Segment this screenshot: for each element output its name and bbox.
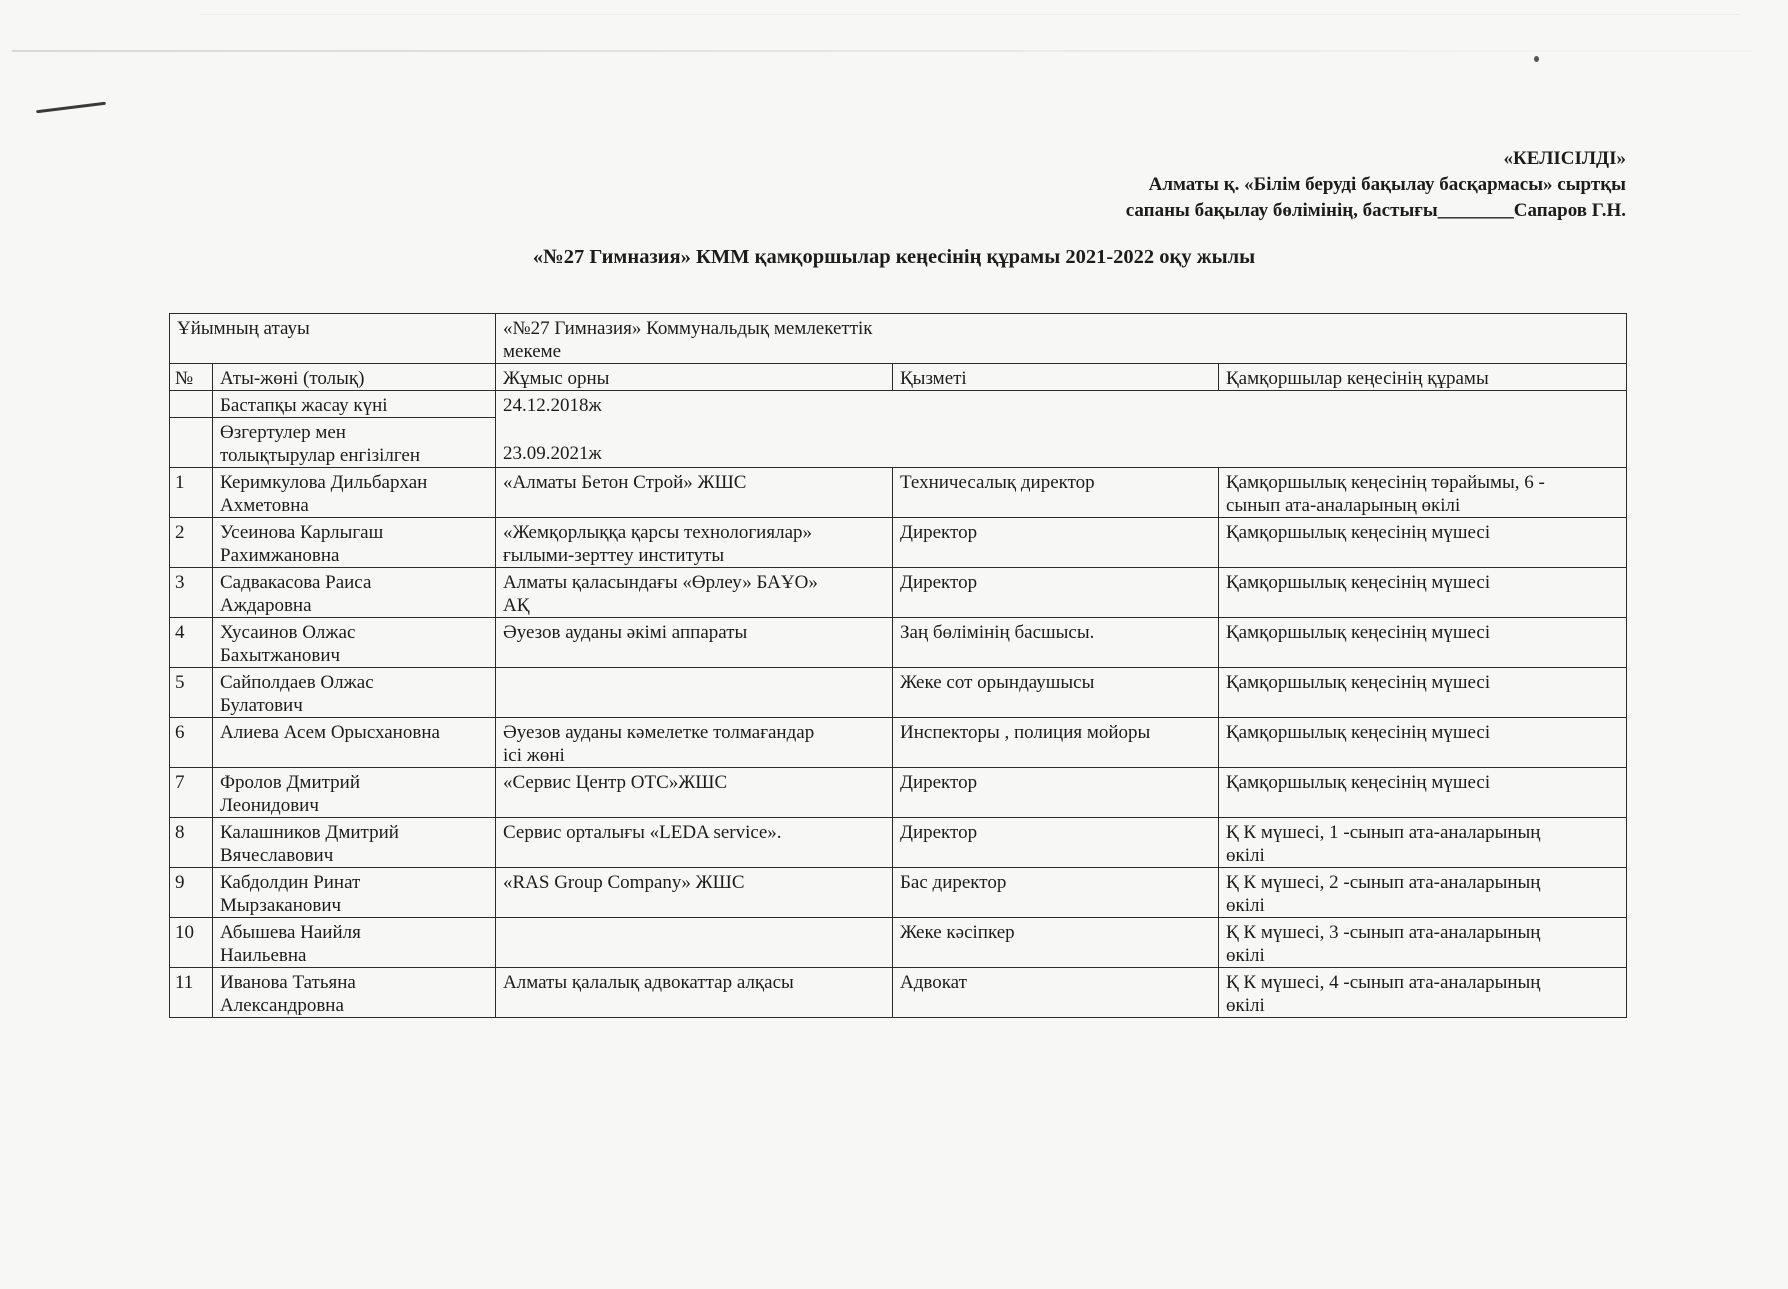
- cell-name: [213, 468, 496, 518]
- position-text: Техничесалық директор: [900, 472, 1095, 493]
- table-row: [170, 618, 1627, 668]
- member-name-line1: Садвакасова Раиса: [220, 572, 372, 593]
- member-name-line2: Аждаровна: [220, 595, 312, 616]
- workplace-line1: Әуезов ауданы кәмелетке толмағандар: [503, 722, 815, 743]
- cell-role: [1219, 918, 1627, 968]
- approval-block: [1126, 146, 1626, 224]
- position-text: Адвокат: [900, 972, 967, 993]
- cell-name: [213, 668, 496, 718]
- member-name-line1: Усеинова Карлыгаш: [220, 522, 384, 543]
- cell-position: [893, 668, 1219, 718]
- cell-work: [496, 568, 893, 618]
- cell-role: [1219, 568, 1627, 618]
- member-name-line1: Иванова Татьяна: [220, 972, 356, 993]
- role-line2: өкілі: [1226, 945, 1265, 966]
- workplace-line1: Сервис орталығы «LEDA service».: [503, 822, 782, 843]
- position-text: Директор: [900, 822, 978, 843]
- approval-signatory-name: Сапаров Г.Н.: [1513, 200, 1626, 221]
- workplace-line1: «Сервис Центр ОТС»ЖШС: [503, 772, 728, 793]
- cell-name: [213, 768, 496, 818]
- role-line1: Қамқоршылық кеңесінің мүшесі: [1226, 672, 1491, 693]
- row-num: 11: [175, 972, 194, 993]
- org-value-line1: «№27 Гимназия» Коммунальдық мемлекеттік: [503, 318, 873, 339]
- cell-position: [893, 768, 1219, 818]
- changes-date-value: 23.09.2021ж: [503, 443, 602, 464]
- cell-num: [170, 668, 213, 718]
- cell-work: [496, 968, 893, 1018]
- workplace-line2: ісі жөні: [503, 745, 565, 766]
- cell-num: [170, 968, 213, 1018]
- member-name-line2: Бахытжанович: [220, 645, 341, 666]
- workplace-line1: Алматы қалалық адвокаттар алқасы: [503, 972, 794, 993]
- table-row: [170, 768, 1627, 818]
- council-table: [169, 313, 1627, 1018]
- cell-work: [496, 618, 893, 668]
- member-name-line2: Наильевна: [220, 945, 307, 966]
- cell-work: [496, 718, 893, 768]
- cell-role: [1219, 668, 1627, 718]
- changes-date-num-cell: [170, 418, 213, 468]
- cell-name: [213, 518, 496, 568]
- position-text: Бас директор: [900, 872, 1007, 893]
- cell-work: [496, 518, 893, 568]
- row-num: 7: [175, 772, 185, 793]
- role-line1: Қ К мүшесі, 4 -сынып ата-аналарының: [1226, 972, 1541, 993]
- cell-work: [496, 918, 893, 968]
- cell-position: [893, 918, 1219, 968]
- role-line1: Қамқоршылық кеңесінің мүшесі: [1226, 722, 1491, 743]
- role-line1: Қ К мүшесі, 3 -сынып ата-аналарының: [1226, 922, 1541, 943]
- member-name-line1: Сайполдаев Олжас: [220, 672, 374, 693]
- changes-date-label: [213, 418, 496, 468]
- table-row: [170, 918, 1627, 968]
- cell-name: [213, 618, 496, 668]
- workplace-line1: Алматы қаласындағы «Өрлеу» БАҰО»: [503, 572, 818, 593]
- cell-role: [1219, 518, 1627, 568]
- role-line2: өкілі: [1226, 845, 1265, 866]
- row-num: 5: [175, 672, 185, 693]
- approval-heading: «КЕЛІСІЛДІ»: [1503, 148, 1626, 169]
- cell-position: [893, 818, 1219, 868]
- cell-work: [496, 768, 893, 818]
- workplace-line1: «Алматы Бетон Строй» ЖШС: [503, 472, 747, 493]
- workplace-line2: ғылыми-зерттеу институты: [503, 545, 725, 566]
- role-line1: Қамқоршылық кеңесінің төрайымы, 6 -: [1226, 472, 1545, 493]
- row-num: 4: [175, 622, 185, 643]
- ink-dot: [1534, 56, 1539, 62]
- start-date-value: 24.12.2018ж: [503, 395, 602, 416]
- header-row: [170, 364, 1627, 391]
- position-text: Жеке сот орындаушысы: [900, 672, 1095, 693]
- cell-position: [893, 468, 1219, 518]
- role-line1: Қамқоршылық кеңесінің мүшесі: [1226, 572, 1491, 593]
- cell-num: [170, 818, 213, 868]
- member-name-line1: Керимкулова Дильбархан: [220, 472, 428, 493]
- role-line2: өкілі: [1226, 895, 1265, 916]
- member-name-line1: Абышева Наийля: [220, 922, 361, 943]
- position-text: Инспекторы , полиция мойоры: [900, 722, 1151, 743]
- member-name-line1: Хусаинов Олжас: [220, 622, 356, 643]
- position-text: Заң бөлімінің басшысы.: [900, 622, 1095, 643]
- cell-work: [496, 668, 893, 718]
- cell-role: [1219, 968, 1627, 1018]
- cell-role: [1219, 868, 1627, 918]
- row-num: 9: [175, 872, 185, 893]
- workplace-line2: АҚ: [503, 595, 530, 616]
- cell-position: [893, 968, 1219, 1018]
- table-row: [170, 818, 1627, 868]
- approval-signatory: [1126, 198, 1626, 224]
- member-name-line2: Рахимжановна: [220, 545, 340, 566]
- approval-authority: Алматы қ. «Білім беруді бақылау басқармасы» сыртқы: [1148, 174, 1626, 195]
- scan-edge: [12, 50, 1752, 52]
- cell-position: [893, 868, 1219, 918]
- member-name-line2: Александровна: [220, 995, 344, 1016]
- member-name-line2: Булатович: [220, 695, 303, 716]
- table-row: [170, 668, 1627, 718]
- cell-num: [170, 918, 213, 968]
- table-row: [170, 868, 1627, 918]
- cell-name: [213, 918, 496, 968]
- start-date-num-cell: [170, 391, 213, 418]
- position-text: Директор: [900, 572, 978, 593]
- cell-position: [893, 718, 1219, 768]
- role-line1: Қамқоршылық кеңесінің мүшесі: [1226, 622, 1491, 643]
- cell-name: [213, 818, 496, 868]
- member-name-line1: Кабдолдин Ринат: [220, 872, 361, 893]
- member-name-line2: Мырзаканович: [220, 895, 342, 916]
- role-line1: Қ К мүшесі, 1 -сынып ата-аналарының: [1226, 822, 1541, 843]
- row-num: 8: [175, 822, 185, 843]
- cell-role: [1219, 618, 1627, 668]
- approval-signatory-title: сапаны бақылау бөлімінің, бастығы: [1125, 200, 1438, 221]
- document-title: «№27 Гимназия» КММ қамқоршылар кеңесінің құрамы 2021-2022 оқу жылы: [532, 246, 1256, 268]
- cell-num: [170, 718, 213, 768]
- row-num: 3: [175, 572, 185, 593]
- position-text: Директор: [900, 772, 978, 793]
- member-name-line2: Вячеславович: [220, 845, 334, 866]
- signature-blank: ________: [1437, 200, 1514, 221]
- cell-role: [1219, 768, 1627, 818]
- start-date-row: [170, 391, 1627, 418]
- member-name-line1: Калашников Дмитрий: [220, 822, 399, 843]
- start-date-label: Бастапқы жасау күні: [213, 391, 496, 418]
- cell-work: [496, 868, 893, 918]
- row-num: 6: [175, 722, 185, 743]
- header-role: Қамқоршылар кеңесінің құрамы: [1219, 364, 1627, 391]
- workplace-line1: «RAS Group Company» ЖШС: [503, 872, 745, 893]
- role-line2: өкілі: [1226, 995, 1265, 1016]
- cell-work: [496, 468, 893, 518]
- row-num: 1: [175, 472, 185, 493]
- org-value: [496, 314, 1627, 364]
- member-name-line2: Леонидович: [220, 795, 319, 816]
- role-line2: сынып ата-аналарының өкілі: [1226, 495, 1461, 516]
- header-name: Аты-жөні (толық): [213, 364, 496, 391]
- cell-position: [893, 618, 1219, 668]
- cell-work: [496, 818, 893, 868]
- table-row: [170, 968, 1627, 1018]
- member-name-line1: Фролов Дмитрий: [220, 772, 360, 793]
- table-row: [170, 718, 1627, 768]
- pen-mark: [36, 102, 106, 114]
- position-text: Жеке кәсіпкер: [900, 922, 1015, 943]
- member-name-line1: Алиева Асем Орысхановна: [220, 722, 440, 743]
- cell-name: [213, 718, 496, 768]
- cell-position: [893, 518, 1219, 568]
- cell-name: [213, 568, 496, 618]
- changes-label-line2: толықтырулар енгізілген: [220, 445, 421, 466]
- header-num: №: [170, 364, 213, 391]
- cell-position: [893, 568, 1219, 618]
- table-row: [170, 518, 1627, 568]
- changes-label-line1: Өзгертулер мен: [220, 422, 346, 443]
- role-line1: Қ К мүшесі, 2 -сынып ата-аналарының: [1226, 872, 1541, 893]
- cell-num: [170, 768, 213, 818]
- scan-edge-top: [200, 14, 1740, 15]
- header-position: Қызметі: [893, 364, 1219, 391]
- header-workplace: Жұмыс орны: [496, 364, 893, 391]
- row-num: 2: [175, 522, 185, 543]
- cell-num: [170, 518, 213, 568]
- cell-role: [1219, 468, 1627, 518]
- workplace-line1: «Жемқорлыққа қарсы технологиялар»: [503, 522, 813, 543]
- table-row: [170, 568, 1627, 618]
- member-name-line2: Ахметовна: [220, 495, 309, 516]
- cell-num: [170, 468, 213, 518]
- dates-value-cell: [496, 391, 1627, 468]
- table-row: [170, 468, 1627, 518]
- cell-role: [1219, 718, 1627, 768]
- position-text: Директор: [900, 522, 978, 543]
- cell-num: [170, 568, 213, 618]
- cell-num: [170, 868, 213, 918]
- row-num: 10: [175, 922, 194, 943]
- cell-num: [170, 618, 213, 668]
- role-line1: Қамқоршылық кеңесінің мүшесі: [1226, 522, 1491, 543]
- org-row: [170, 314, 1627, 364]
- role-line1: Қамқоршылық кеңесінің мүшесі: [1226, 772, 1491, 793]
- workplace-line1: Әуезов ауданы әкімі аппараты: [503, 622, 748, 643]
- cell-role: [1219, 818, 1627, 868]
- org-label: Ұйымның атауы: [170, 314, 496, 364]
- org-value-line2: мекеме: [503, 341, 562, 362]
- cell-name: [213, 968, 496, 1018]
- cell-name: [213, 868, 496, 918]
